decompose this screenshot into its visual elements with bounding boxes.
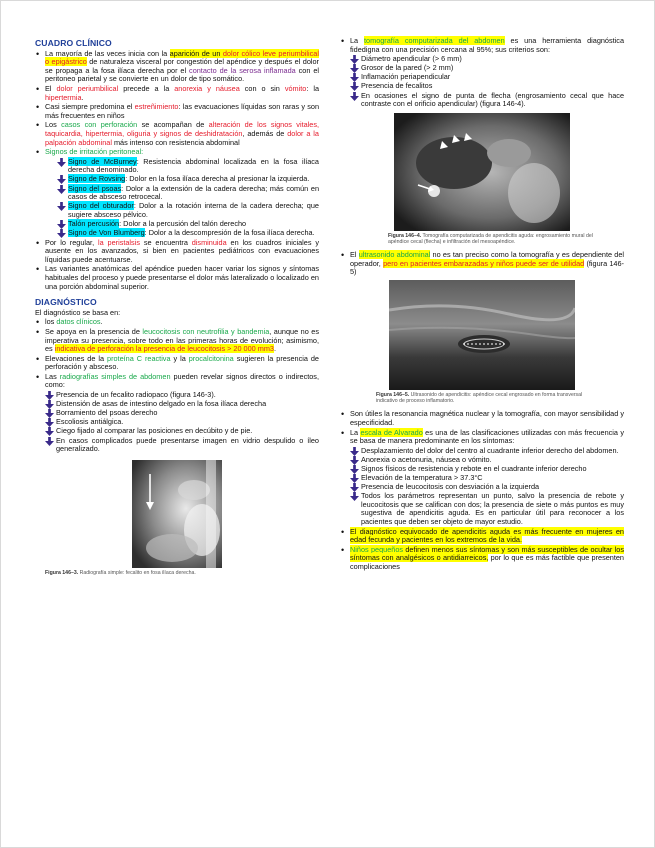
arrow-down-icon	[57, 220, 66, 229]
peritoneal-sign-2: Signo de Rovsing: Dolor en la fosa ilíaca derecha al presionar la izquierda.	[57, 175, 319, 184]
arrow-down-icon	[45, 427, 54, 436]
arrow-down-icon	[350, 447, 359, 456]
clinical-item-3: • Casi siempre predomina el estreñimiento: las evacuaciones líquidas son raras y son más frecuentes en niños	[35, 103, 319, 120]
ct-criterion-3: Inflamación periapendicular	[350, 73, 624, 82]
peritoneal-sign-3: Signo del psoas: Dolor a la extensión de la cadera derecha; más común en casos de absceso retrocecal.	[57, 185, 319, 202]
ct-criterion-1: Diámetro apendicular (> 6 mm)	[350, 55, 624, 64]
arrow-down-icon	[45, 437, 54, 446]
diagnosis-item-1: • los datos clínicos.	[35, 318, 319, 327]
arrow-down-icon	[350, 456, 359, 465]
section-heading-diagnostico: DIAGNÓSTICO	[35, 297, 97, 308]
xray-signs-list	[45, 391, 319, 454]
diagnosis-item-4: • Las radiografías simples de abdomen pueden revelar signos directos o indirectos, como: Presencia de un fecalito radiopaco (figura 146-3). Distensión de asas de intestino delgado en la fosa ilíaca derecha Borramiento del psoas derecho Escoliosis antiálgica. Ciego fijado al comparar las posiciones en decúbito y de pie. En casos complicados puede presentarse imagen en vidrio despulido o íleo generalizado.	[35, 373, 319, 454]
arrow-down-icon	[350, 492, 359, 501]
clinical-list	[35, 50, 319, 292]
xray-image	[132, 460, 222, 568]
alvarado-criterion-5: Presencia de leucocitosis con desviación a la izquierda	[350, 483, 624, 492]
section-heading-cuadro-clinico: CUADRO CLÍNICO	[35, 38, 112, 48]
imaging-item-ct: • La tomografía computarizada del abdomen es una herramienta diagnóstica fidedigna con una precisión cercana al 95%; sus criterios son: Diámetro apendicular (> 6 mm) Grosor de la pared (> 2 mm) Inflamación periapendicular Presencia de fecalitos En ocasiones el signo de punta de flecha (engrosamiento cecal que hace contraste con el orificio apendicular) (figura 146-4).	[340, 37, 624, 109]
clinical-item-4: • Los casos con perforación se acompañan de alteración de los signos vitales, taquicardia, hipertermia, oliguria y signos de deshidratación, además de dolor a la palpación abdominal más intenso con resistencia abdominal	[35, 121, 319, 147]
ultrasound-image	[389, 280, 575, 390]
figure-146-4-ct	[394, 113, 570, 231]
ct-criterion-5: En ocasiones el signo de punta de flecha (engrosamiento cecal que hace contraste con el orificio apendicular) (figura 146-4).	[350, 92, 624, 109]
arrow-down-icon	[45, 418, 54, 427]
peritoneal-sign-5: Talón percusión: Dolor a la percusión del talón derecho	[57, 220, 319, 229]
alvarado-criteria-list	[350, 447, 624, 527]
figure-146-5-caption: Figura 146–5. Ultrasonido de apendicitis: apéndice cecal engrosado en forma transversal indicativo de proceso inflamatorio.	[376, 391, 583, 405]
arrow-down-icon	[350, 73, 359, 82]
imaging-item-mri: • Son útiles la resonancia magnética nuclear y la tomografía, con mayor sensibilidad y especificidad.	[340, 410, 624, 427]
arrow-down-icon	[350, 465, 359, 474]
alvarado-item: • La escala de Alvarado es una de las clasificaciones utilizadas con más frecuencia y se basa de manera predominante en los síntomas: Desplazamiento del dolor del centro al cuadrante inferior derecho del abdomen. Anorexia o acetonuria, náusea o vómito. Signos físicos de resistencia y rebote en el cuadrante inferior derecho Elevación de la temperatura > 37.3°C Presencia de leucocitosis con desviación a la izquierda Todos los parámetros representan un punto, salvo la presencia de rebote y leucocitosis que se califican con dos; la presencia de siete o más puntos es muy sugestiva de apendicitis aguda. Es en particular útil para reconocer a los pacientes que deben ser objeto de mayor estudio.	[340, 429, 624, 527]
arrow-down-icon	[350, 82, 359, 91]
arrow-down-icon	[57, 158, 66, 167]
peritoneal-sign-4: Signo del obturador: Dolor a la rotación interna de la cadera derecha; que sugiere absceso pélvico.	[57, 202, 319, 219]
other-diagnosis-list	[340, 410, 624, 571]
figure-146-3-xray	[132, 460, 222, 568]
arrow-down-icon	[350, 92, 359, 101]
figure-146-4-caption: Figura 146–4. Tomografía computarizada de apendicitis aguda: engrosamiento mural del apéndice cecal (flecha) e infiltración del mesoapéndice.	[388, 232, 593, 245]
ct-criterion-2: Grosor de la pared (> 2 mm)	[350, 64, 624, 73]
children-item: • Niños pequeños definen menos sus síntomas y son más susceptibles de ocultar los síntomas con analgésicos o antidiarreicos, por lo que es más factible que presenten complicaciones	[340, 546, 624, 572]
misdiagnosis-item: • El diagnóstico equivocado de apendicitis aguda es más frecuente en mujeres en edad fecunda y pacientes en los extremos de la vida.	[340, 528, 624, 545]
diagnosis-item-3: • Elevaciones de la proteína C reactiva y la procalcitonina sugieren la presencia de perforación y absceso.	[35, 355, 319, 372]
ct-image	[394, 113, 570, 231]
alvarado-criterion-6: Todos los parámetros representan un punto, salvo la presencia de rebote y leucocitosis que se califican con dos; la presencia de siete o más puntos es muy sugestiva de apendicitis aguda. Es en particular útil para reconocer a los pacientes que deben ser objeto de mayor estudio.	[350, 492, 624, 526]
arrow-down-icon	[45, 400, 54, 409]
figure-146-3-caption: Figura 146–3. Radiografía simple: fecalito en fosa ilíaca derecha.	[45, 569, 196, 576]
clinical-item-1: • La mayoría de las veces inicia con la aparición de un dolor cólico leve periumbilical o epigástrico de naturaleza visceral por congestión del apéndice y después el dolor se propaga a la fosa ilíaca derecha por el contacto de la serosa inflamada con el peritoneo parietal y se convierte en un dolor de tipo somático.	[35, 50, 319, 84]
arrow-down-icon	[57, 202, 66, 211]
ct-criterion-4: Presencia de fecalitos	[350, 82, 624, 91]
xray-sign-6: En casos complicados puede presentarse imagen en vidrio despulido o íleo generalizado.	[45, 437, 319, 454]
figure-146-5-ultrasound	[389, 280, 575, 390]
xray-sign-4: Escoliosis antiálgica.	[45, 418, 319, 427]
alvarado-criterion-1: Desplazamiento del dolor del centro al cuadrante inferior derecho del abdomen.	[350, 447, 624, 456]
ultrasound-list	[340, 251, 624, 277]
arrow-down-icon	[45, 409, 54, 418]
right-column	[340, 37, 624, 573]
peritoneal-sign-6: Signo de Von Blumberg: Dolor a la descompresión de la fosa ilíaca derecha.	[57, 229, 319, 238]
arrow-down-icon	[350, 64, 359, 73]
arrow-down-icon	[350, 474, 359, 483]
clinical-item-7: • Las variantes anatómicas del apéndice pueden hacer variar los signos y síntomas habituales del proceso y puede presentarse el dolor más lateralizado o localizado en una porción abdominal superior.	[35, 265, 319, 291]
arrow-down-icon	[350, 55, 359, 64]
arrow-down-icon	[350, 483, 359, 492]
clinical-item-2: • El dolor periumbilical precede a la anorexia y náusea con o sin vómito: la hipertermia.	[35, 85, 319, 102]
peritoneal-sign-1: Signo de McBurney: Resistencia abdominal localizada en la fosa ilíaca derecha denominado.	[57, 158, 319, 175]
peritoneal-signs-list	[45, 158, 319, 238]
xray-sign-1: Presencia de un fecalito radiopaco (figura 146-3).	[45, 391, 319, 400]
alvarado-criterion-2: Anorexia o acetonuria, náusea o vómito.	[350, 456, 624, 465]
imaging-item-us: • El ultrasonido abdominal no es tan preciso como la tomografía y es dependiente del operador, pero en pacientes embarazadas y niños puede ser de utilidad (figura 146-5)	[340, 251, 624, 277]
imaging-list	[340, 37, 624, 109]
alvarado-criterion-4: Elevación de la temperatura > 37.3°C	[350, 474, 624, 483]
arrow-down-icon	[57, 185, 66, 194]
xray-sign-2: Distensión de asas de intestino delgado en la fosa ilíaca derecha	[45, 400, 319, 409]
arrow-down-icon	[45, 391, 54, 400]
diagnosis-list	[35, 318, 319, 453]
ct-criteria-list	[350, 55, 624, 109]
diagnosis-intro: El diagnóstico se basa en:	[35, 307, 121, 317]
clinical-item-5: • Signos de irritación peritoneal: Signo de McBurney: Resistencia abdominal localizada en la fosa ilíaca derecha denominado. Signo de Rovsing: Dolor en la fosa ilíaca derecha al presionar la izquierda. Signo del psoas: Dolor a la extensión de la cadera derecha; más común en casos de absceso retrocecal. Signo del obturador: Dolor a la rotación interna de la cadera derecha; que sugiere absceso pélvico. Talón percusión: Dolor a la percusión del talón derecho Signo de Von Blumberg: Dolor a la descompresión de la fosa ilíaca derecha.	[35, 148, 319, 237]
xray-sign-3: Borramiento del psoas derecho	[45, 409, 319, 418]
alvarado-criterion-3: Signos físicos de resistencia y rebote en el cuadrante inferior derecho	[350, 465, 624, 474]
arrow-down-icon	[57, 175, 66, 184]
left-column	[35, 37, 319, 582]
diagnosis-item-2: • Se apoya en la presencia de leucocitosis con neutrofilia y bandemia, aunque no es imperativa su presencia, sobre todo en las primeras horas de evolución; asimismo, es indicativa de perforación la presencia de leucocitosis > 20 000 mm3.	[35, 328, 319, 354]
xray-sign-5: Ciego fijado al comparar las posiciones en decúbito y de pie.	[45, 427, 319, 436]
clinical-item-6: • Por lo regular, la peristalsis se encuentra disminuida en los cuadros iniciales y ausente en los avanzados, si bien en pacientes pediátricos con evacuaciones líquidas puede acentuarse.	[35, 239, 319, 265]
